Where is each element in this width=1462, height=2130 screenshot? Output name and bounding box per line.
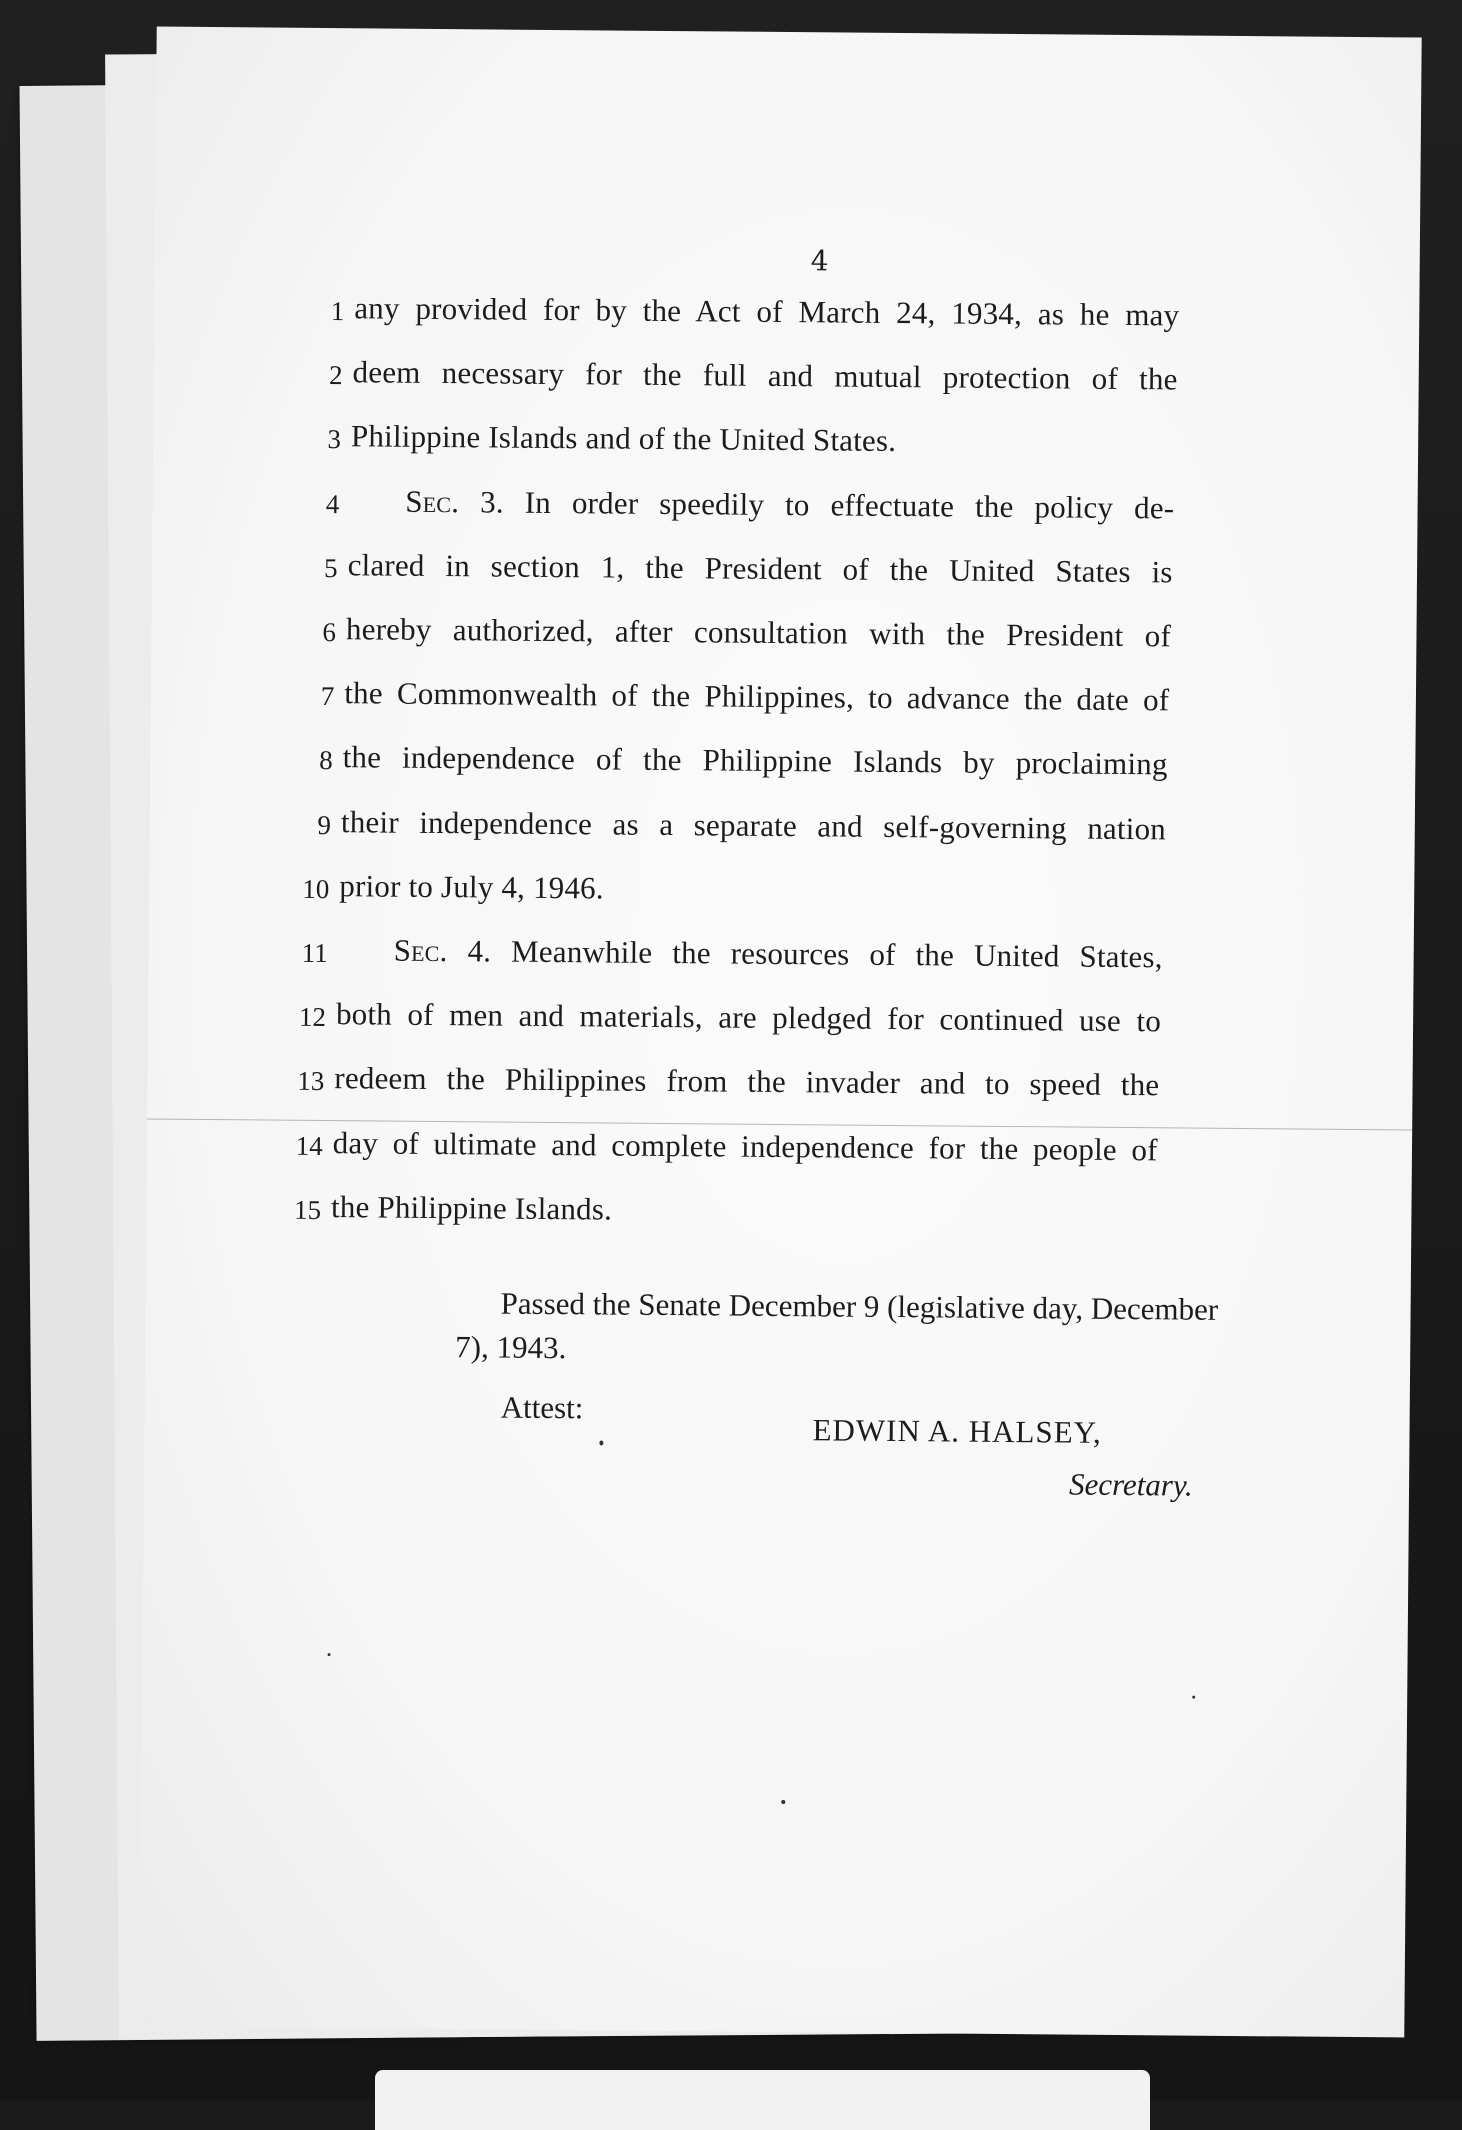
document-page xyxy=(139,27,1421,2038)
line-text xyxy=(405,483,1174,526)
text-line xyxy=(150,802,1415,863)
paper-speck xyxy=(1192,1696,1195,1699)
line-text: Philippine Islands and of the United States. xyxy=(350,418,897,459)
line-text: the independence of the Philippine Islands by proclaiming xyxy=(342,739,1168,782)
line-text: their independence as a separate and self-governing nation xyxy=(340,803,1167,846)
line-number: 10 xyxy=(302,873,330,904)
line-text: deem necessary for the full and mutual protection of the xyxy=(352,354,1178,397)
line-text: the Philippine Islands. xyxy=(330,1188,613,1227)
text-line xyxy=(154,289,1419,350)
paper-speck xyxy=(781,1800,785,1804)
line-number: 7 xyxy=(320,681,335,712)
text-line xyxy=(153,353,1418,414)
line-number: 11 xyxy=(301,937,328,969)
line-text: prior to July 4, 1946. xyxy=(339,867,604,906)
text-line xyxy=(151,609,1416,670)
line-number: 4 xyxy=(325,488,340,519)
paper-speck xyxy=(328,1653,331,1656)
line-number: 1 xyxy=(330,296,345,327)
text-line xyxy=(148,995,1413,1056)
signer-title: Secretary. xyxy=(1068,1466,1193,1503)
line-number: 8 xyxy=(319,745,333,776)
section-text: 3. In order speedily to effectuate the policy de- xyxy=(480,483,1175,526)
line-number: 13 xyxy=(297,1066,325,1097)
line-text: both of men and materials, are pledged for continued use to xyxy=(335,996,1162,1039)
text-line xyxy=(151,674,1416,735)
text-line xyxy=(152,545,1417,606)
line-number: 12 xyxy=(298,1001,327,1033)
attest-label: Attest: xyxy=(500,1389,584,1426)
line-text: any provided for by the Act of March 24, 1934, as he may xyxy=(354,290,1180,333)
line-text: hereby authorized, after consultation with the President of xyxy=(345,611,1172,654)
line-number: 6 xyxy=(322,616,337,648)
line-number: 2 xyxy=(328,360,343,391)
line-number: 5 xyxy=(323,552,338,583)
line-text xyxy=(394,933,1163,976)
text-line xyxy=(150,738,1415,799)
passed-line-2: 7), 1943. xyxy=(455,1329,567,1366)
section-label: Sec. xyxy=(393,932,448,969)
page-number: 4 xyxy=(810,244,829,278)
text-line xyxy=(152,481,1417,542)
line-number: 9 xyxy=(317,809,332,840)
line-text: day of ultimate and complete independence for the people of xyxy=(332,1124,1158,1167)
text-line xyxy=(148,930,1413,991)
text-line xyxy=(149,866,1414,927)
paper-speck xyxy=(599,1440,603,1445)
text-line xyxy=(146,1187,1411,1248)
line-number: 15 xyxy=(293,1194,322,1225)
text-line xyxy=(153,417,1418,478)
line-number: 3 xyxy=(327,424,342,455)
passed-statement xyxy=(455,1281,1251,1376)
line-number: 14 xyxy=(295,1130,323,1161)
section-text: 4. Meanwhile the resources of the United States, xyxy=(467,933,1163,975)
text-line xyxy=(147,1059,1412,1120)
signer-name: EDWIN A. HALSEY, xyxy=(812,1412,1102,1450)
section-label: Sec. xyxy=(405,483,460,519)
scanner-tab xyxy=(375,2070,1150,2130)
line-text: the Commonwealth of the Philippines, to advance the date of xyxy=(344,675,1170,718)
text-line xyxy=(147,1123,1412,1184)
passed-line-1: Passed the Senate December 9 (legislative day, December xyxy=(500,1285,1219,1327)
line-text: clared in section 1, the President of the United States is xyxy=(347,547,1173,590)
line-text: redeem the Philippines from the invader and to speed the xyxy=(334,1060,1160,1103)
